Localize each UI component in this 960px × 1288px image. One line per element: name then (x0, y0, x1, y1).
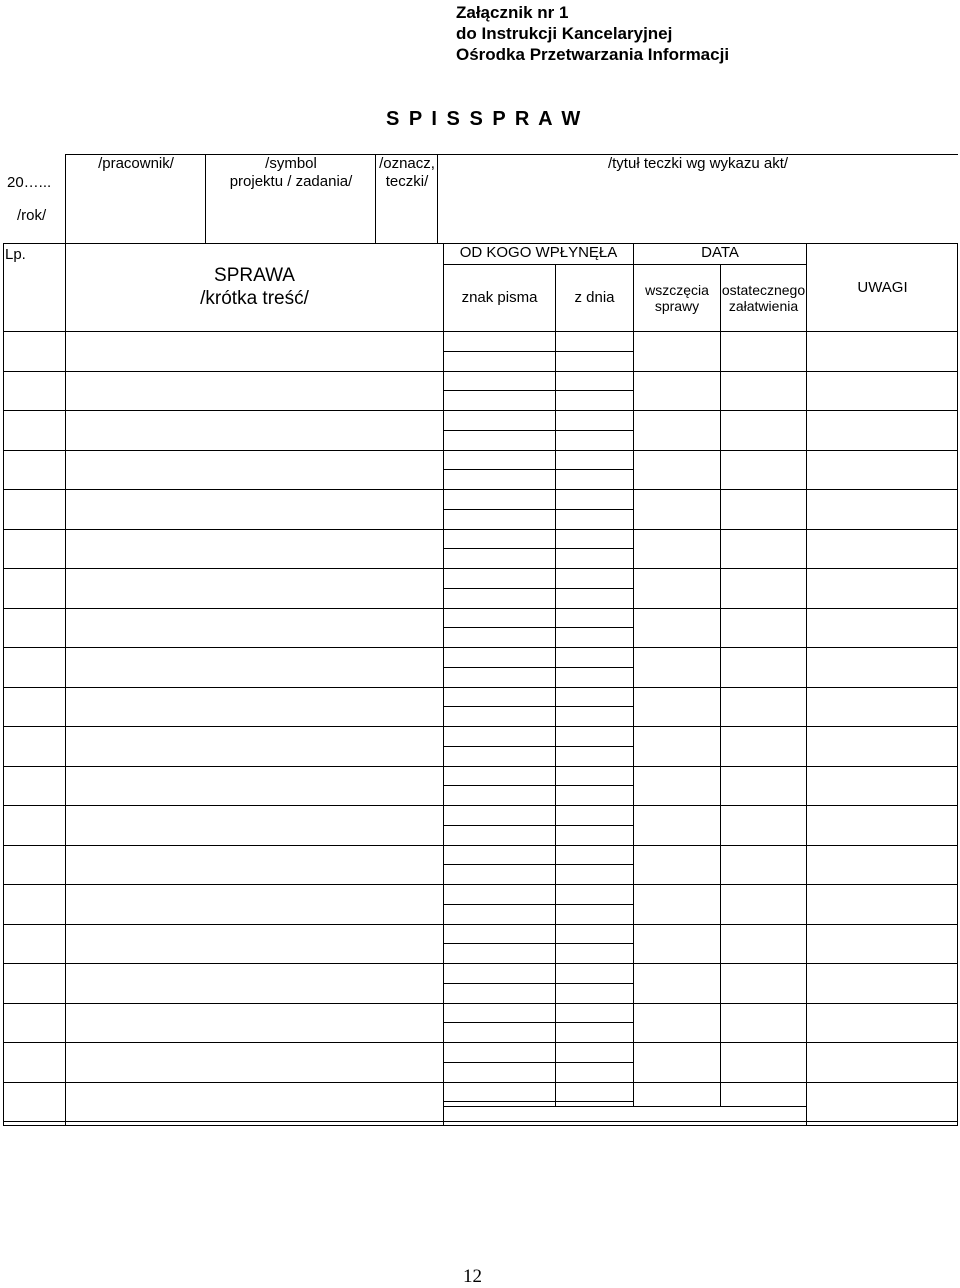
document-title: S P I S S P R A W (386, 108, 583, 130)
case-label-line-2: /krótka treść/ (200, 288, 309, 309)
folder-mark-line-1: /oznacz, (379, 155, 435, 172)
of-date-label: z dnia (574, 289, 615, 306)
case-header (66, 264, 443, 310)
grid-outer-border (4, 244, 958, 1126)
start-date-line-2: sprawy (654, 298, 700, 314)
lp-label: Lp. (5, 246, 26, 263)
remarks-label: UWAGI (857, 279, 908, 296)
symbol-label-line-2: projektu / zadania/ (229, 173, 353, 190)
letter-mark-label: znak pisma (461, 289, 538, 306)
start-date-line-1: wszczęcia (645, 282, 709, 298)
page-number: 12 (463, 1266, 482, 1287)
attachment-line-1: Załącznik nr 1 (456, 3, 569, 22)
employee-label: /pracownik/ (98, 155, 174, 172)
symbol-label-line-1: /symbol (265, 155, 317, 172)
final-date-line-1: ostatecznego (721, 282, 806, 298)
attachment-line-2: do Instrukcji Kancelaryjnej (456, 24, 673, 43)
from-whom-label: OD KOGO WPŁYNĘŁA (459, 244, 618, 261)
date-label: DATA (701, 244, 739, 261)
attachment-line-3: Ośrodka Przetwarzania Informacji (456, 45, 730, 64)
final-date-line-2: załatwienia (728, 298, 799, 314)
folder-mark-line-2: teczki/ (385, 173, 429, 190)
case-label-line-1: SPRAWA (214, 265, 295, 286)
start-date-header (634, 282, 720, 314)
year-field: 20…... (7, 174, 52, 191)
folder-title-label: /tytuł teczki wg wykazu akt/ (607, 155, 789, 172)
final-date-header (721, 282, 806, 314)
year-label: /rok/ (17, 207, 47, 224)
